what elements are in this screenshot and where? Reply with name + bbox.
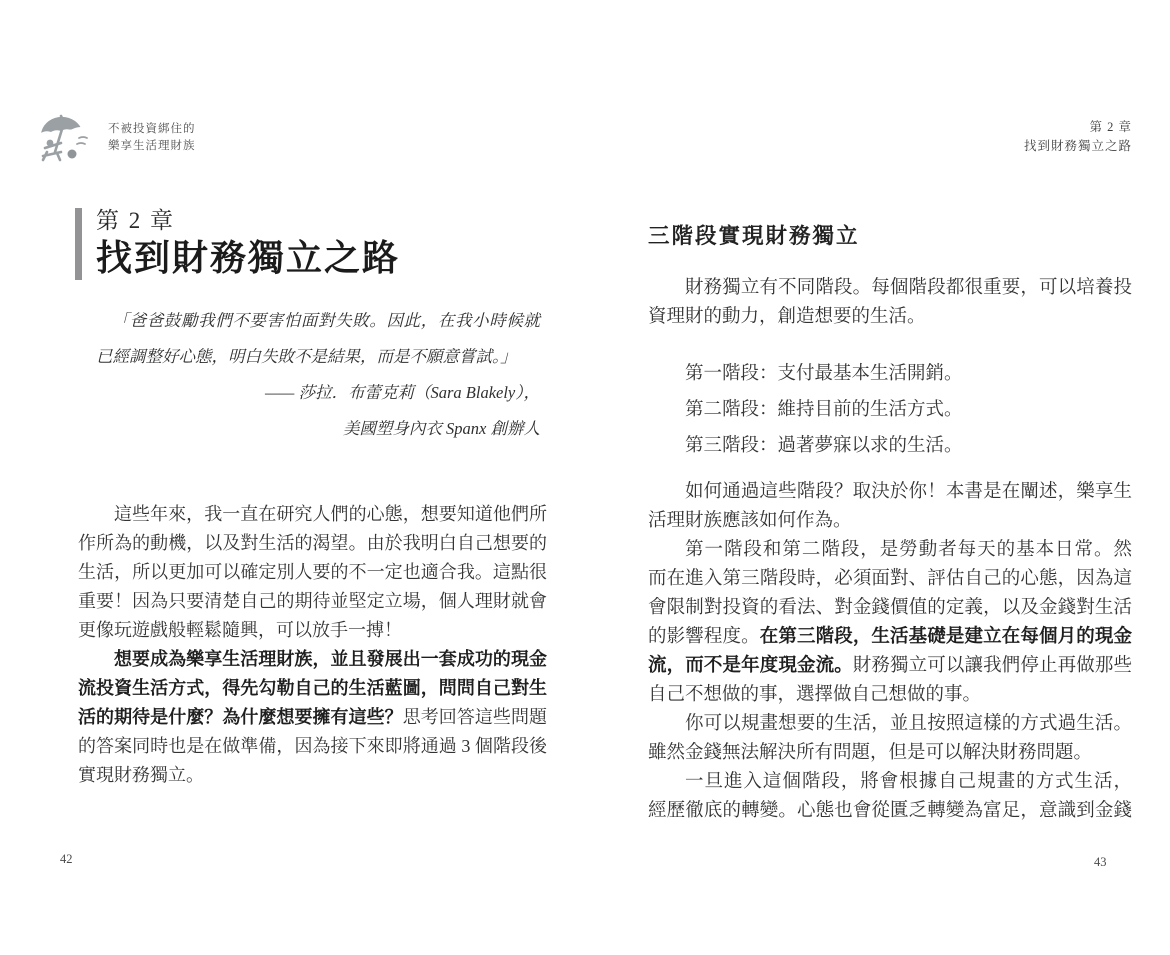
text-segment: 作所為的動機，以及對生活的渴望。由於我明白自己想要的 [78,533,547,553]
text-line [648,392,1132,428]
text-segment: 實現財務獨立。 [78,765,204,785]
text-line [648,428,1132,464]
text-segment: 生活，所以更加可以確定別人要的不一定也適合我。這點很 [78,562,547,582]
brand-line-1: 不被投資綁住的 [108,123,196,135]
text-segment: 雖然金錢無法解決所有問題，但是可以解決財務問題。 [648,743,1093,763]
text-line [78,674,547,703]
running-header-chapter-title: 找到財務獨立之路 [1023,139,1132,153]
text-line [648,565,1132,594]
epigraph-quote [96,303,540,447]
text-line [648,739,1132,768]
text-line [78,558,547,587]
page-number-left: 42 [60,852,73,866]
text-line [648,623,1132,652]
text-line [648,681,1132,710]
chapter-title: 找到財務獨立之路 [96,238,401,278]
text-segment: 重要！因為只要清楚自己的期待並堅定立場，個人理財就會 [78,591,547,611]
text-segment: 美國塑身內衣 Spanx 創辦人 [342,419,540,438]
text-line [648,797,1132,826]
text-segment: 這些年來，我一直在研究人們的心態，想要知道他們所 [114,504,547,524]
text-segment: 第一階段：支付最基本生活開銷。 [685,364,963,384]
text-line [78,703,547,732]
text-line [78,761,547,790]
text-line [648,652,1132,681]
text-segment: 第二階段：維持目前的生活方式。 [685,400,963,420]
bold-text-segment: 流投資生活方式，得先勾勒自己的生活藍圖，問問自己對生 [78,678,547,698]
chapter-number: 第 2 章 [96,208,175,233]
running-header-chapter: 第 2 章 [1089,120,1132,134]
text-line [648,478,1132,507]
bold-text-segment: 活的期待是什麼？為什麼想要擁有這些？ [78,707,403,727]
running-header-right [648,118,1132,156]
text-segment: 資理財的動力，創造想要的生活。 [648,307,926,327]
text-segment: 更像玩遊戲般輕鬆隨興，可以放手一搏！ [78,620,402,640]
text-line [78,645,547,674]
text-segment: 你可以規畫想要的生活，並且按照這樣的方式過生活。 [685,714,1132,734]
text-line [648,536,1132,565]
text-segment: 自己不想做的事，選擇做自己想做的事。 [648,685,982,705]
page-number-right: 43 [1094,855,1107,869]
text-line [648,594,1132,623]
brand-line-2: 樂享生活理財族 [108,140,196,152]
text-segment: 的答案同時也是在做準備，因為接下來即將通過 3 個階段後 [78,736,547,756]
text-line [96,339,540,375]
text-segment: —— 莎拉．布蕾克莉（Sara Blakely）， [265,383,540,402]
text-line [648,356,1132,392]
left-page-body [78,500,547,790]
text-line [648,710,1132,739]
text-segment: 活理財族應該如何作為。 [648,511,852,531]
text-segment: 一旦進入這個階段，將會根據自己規畫的方式生活， [685,772,1132,792]
stages-list [648,356,1132,464]
text-segment: 會限制對投資的看法、對金錢價值的定義，以及金錢對生活 [648,598,1132,618]
running-header-left [33,112,196,164]
text-segment: 財務獨立有不同階段。每個階段都很重要，可以培養投 [685,278,1132,298]
bold-text-segment: 在第三階段，生活基礎是建立在每個月的現金 [759,627,1132,647]
text-line [78,529,547,558]
section-title: 三階段實現財務獨立 [648,224,860,248]
right-page-body [648,478,1132,826]
section-intro [648,274,1132,332]
umbrella-reading-figure-logo-icon [33,112,99,164]
text-line [78,500,547,529]
bold-text-segment: 流，而不是年度現金流。 [648,656,853,676]
text-line [78,732,547,761]
text-segment: 第一階段和第二階段，是勞動者每天的基本日常。然 [685,540,1132,560]
text-line [648,274,1132,303]
text-segment: 第三階段：過著夢寐以求的生活。 [685,436,963,456]
brand-title [108,121,196,155]
text-line [648,303,1132,332]
text-segment: 經歷徹底的轉變。心態也會從匱乏轉變為富足，意識到金錢 [648,801,1132,821]
text-line [78,616,547,645]
text-line [78,587,547,616]
chapter-heading-block [75,208,400,280]
text-segment: 思考回答這些問題 [402,707,547,727]
text-line [96,411,540,447]
text-line [648,507,1132,536]
text-line [648,768,1132,797]
text-line [96,375,540,411]
text-segment: 而在進入第三階段時，必須面對、評估自己的心態，因為這 [648,569,1132,589]
text-segment: 的影響程度。 [648,627,760,647]
text-segment: 如何通過這些階段？取決於你！本書是在闡述，樂享生 [685,482,1132,502]
text-line [96,303,540,339]
text-segment: 財務獨立可以讓我們停止再做那些 [852,656,1132,676]
text-segment: 已經調整好心態，明白失敗不是結果，而是不願意嘗試。」 [96,347,517,366]
text-segment: 「爸爸鼓勵我們不要害怕面對失敗。因此，在我小時候就 [112,311,540,330]
bold-text-segment: 想要成為樂享生活理財族，並且發展出一套成功的現金 [114,649,547,669]
